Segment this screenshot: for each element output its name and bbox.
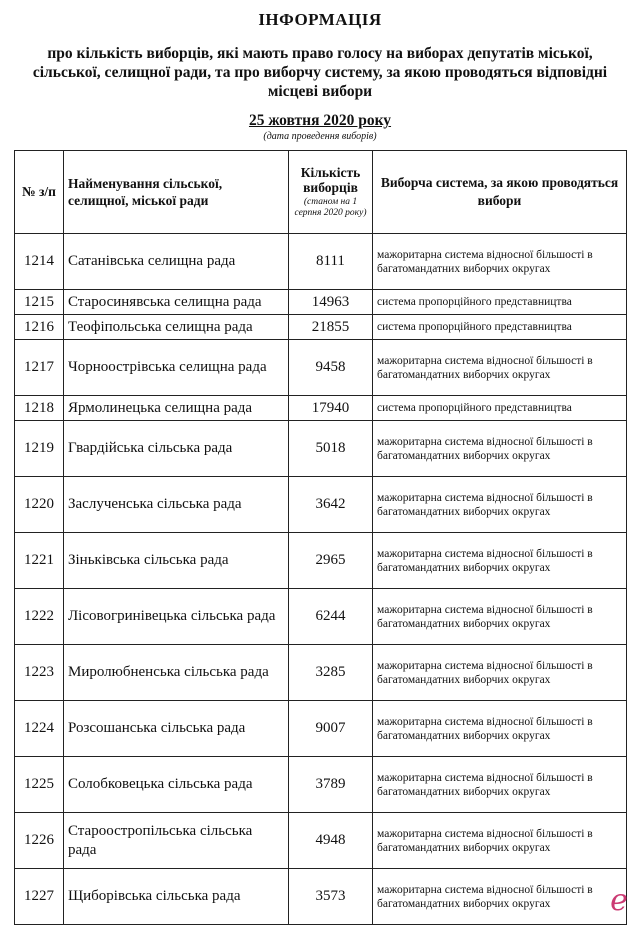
council-name: Заслученська сільська рада bbox=[64, 477, 289, 533]
header-voter-count-note: (станом на 1 серпня 2020 року) bbox=[294, 197, 367, 218]
voter-count: 3573 bbox=[289, 869, 373, 925]
electoral-system: система пропорційного представництва bbox=[373, 290, 627, 315]
header-voter-count-label: Кількість виборців bbox=[300, 165, 361, 195]
voter-count: 3642 bbox=[289, 477, 373, 533]
electoral-system: мажоритарна система відносної більшості в багатомандатних виборчих округах bbox=[373, 477, 627, 533]
voter-count: 17940 bbox=[289, 396, 373, 421]
row-number: 1226 bbox=[15, 813, 64, 869]
row-number: 1217 bbox=[15, 340, 64, 396]
voter-count: 8111 bbox=[289, 234, 373, 290]
council-name: Теофіпольська селищна рада bbox=[64, 315, 289, 340]
header-council-name: Найменування сільської, селищної, міської ради bbox=[64, 151, 289, 234]
table-row bbox=[15, 421, 627, 477]
council-name: Солобковецька сільська рада bbox=[64, 757, 289, 813]
header-row bbox=[15, 151, 627, 234]
header-number: № з/п bbox=[15, 151, 64, 234]
svg-text:e: e bbox=[610, 883, 628, 917]
table-row bbox=[15, 757, 627, 813]
election-date-note: (дата проведення виборів) bbox=[263, 131, 377, 142]
document-subtitle: про кількість виборців, які мають право голосу на виборах депутатів міської, сільської, селищної ради, та про виборчу систему, за якою проводяться відповідні місцеві вибори bbox=[32, 45, 608, 100]
councils-table bbox=[14, 150, 627, 925]
table-row bbox=[15, 290, 627, 315]
electoral-system: мажоритарна система відносної більшості в багатомандатних виборчих округах bbox=[373, 701, 627, 757]
council-name: Старосинявська селищна рада bbox=[64, 290, 289, 315]
electoral-system: мажоритарна система відносної більшості в багатомандатних виборчих округах bbox=[373, 421, 627, 477]
council-name: Лісовогринівецька сільська рада bbox=[64, 589, 289, 645]
row-number: 1215 bbox=[15, 290, 64, 315]
table-row bbox=[15, 234, 627, 290]
row-number: 1214 bbox=[15, 234, 64, 290]
header-voter-count bbox=[289, 151, 373, 234]
row-number: 1225 bbox=[15, 757, 64, 813]
table-row bbox=[15, 869, 627, 925]
voter-count: 3789 bbox=[289, 757, 373, 813]
table-row bbox=[15, 533, 627, 589]
e-logo-icon bbox=[602, 883, 636, 917]
electoral-system: мажоритарна система відносної більшості в багатомандатних виборчих округах bbox=[373, 869, 627, 925]
table-row bbox=[15, 813, 627, 869]
table-row bbox=[15, 315, 627, 340]
council-name: Миролюбненська сільська рада bbox=[64, 645, 289, 701]
council-name: Розсошанська сільська рада bbox=[64, 701, 289, 757]
voter-count: 3285 bbox=[289, 645, 373, 701]
table-row bbox=[15, 340, 627, 396]
council-name: Сатанівська селищна рада bbox=[64, 234, 289, 290]
voter-count: 6244 bbox=[289, 589, 373, 645]
row-number: 1223 bbox=[15, 645, 64, 701]
row-number: 1221 bbox=[15, 533, 64, 589]
election-date: 25 жовтня 2020 року bbox=[248, 112, 392, 129]
header-electoral-system: Виборча система, за якою проводяться вибори bbox=[373, 151, 627, 234]
council-name: Ярмолинецька селищна рада bbox=[64, 396, 289, 421]
electoral-system: система пропорційного представництва bbox=[373, 315, 627, 340]
electoral-system: мажоритарна система відносної більшості в багатомандатних виборчих округах bbox=[373, 533, 627, 589]
voter-count: 9458 bbox=[289, 340, 373, 396]
table-row bbox=[15, 477, 627, 533]
council-name: Гвардійська сільська рада bbox=[64, 421, 289, 477]
row-number: 1220 bbox=[15, 477, 64, 533]
table-row bbox=[15, 645, 627, 701]
table-row bbox=[15, 396, 627, 421]
voter-count: 4948 bbox=[289, 813, 373, 869]
electoral-system: система пропорційного представництва bbox=[373, 396, 627, 421]
voter-count: 2965 bbox=[289, 533, 373, 589]
row-number: 1218 bbox=[15, 396, 64, 421]
voter-count: 14963 bbox=[289, 290, 373, 315]
electoral-system: мажоритарна система відносної більшості в багатомандатних виборчих округах bbox=[373, 813, 627, 869]
electoral-system: мажоритарна система відносної більшості в багатомандатних виборчих округах bbox=[373, 757, 627, 813]
council-name: Староостропільська сільська рада bbox=[64, 813, 289, 869]
row-number: 1224 bbox=[15, 701, 64, 757]
row-number: 1227 bbox=[15, 869, 64, 925]
table-row bbox=[15, 589, 627, 645]
table-row bbox=[15, 701, 627, 757]
council-name: Щиборівська сільська рада bbox=[64, 869, 289, 925]
electoral-system: мажоритарна система відносної більшості в багатомандатних виборчих округах bbox=[373, 340, 627, 396]
row-number: 1219 bbox=[15, 421, 64, 477]
voter-count: 9007 bbox=[289, 701, 373, 757]
row-number: 1216 bbox=[15, 315, 64, 340]
table-header bbox=[15, 151, 627, 234]
row-number: 1222 bbox=[15, 589, 64, 645]
electoral-system: мажоритарна система відносної більшості в багатомандатних виборчих округах bbox=[373, 589, 627, 645]
council-name: Зіньківська сільська рада bbox=[64, 533, 289, 589]
electoral-system: мажоритарна система відносної більшості в багатомандатних виборчих округах bbox=[373, 645, 627, 701]
electoral-system: мажоритарна система відносної більшості в багатомандатних виборчих округах bbox=[373, 234, 627, 290]
voter-count: 21855 bbox=[289, 315, 373, 340]
document-title: ІНФОРМАЦІЯ bbox=[258, 10, 382, 29]
council-name: Чорноострівська селищна рада bbox=[64, 340, 289, 396]
table-body bbox=[15, 234, 627, 925]
voter-count: 5018 bbox=[289, 421, 373, 477]
